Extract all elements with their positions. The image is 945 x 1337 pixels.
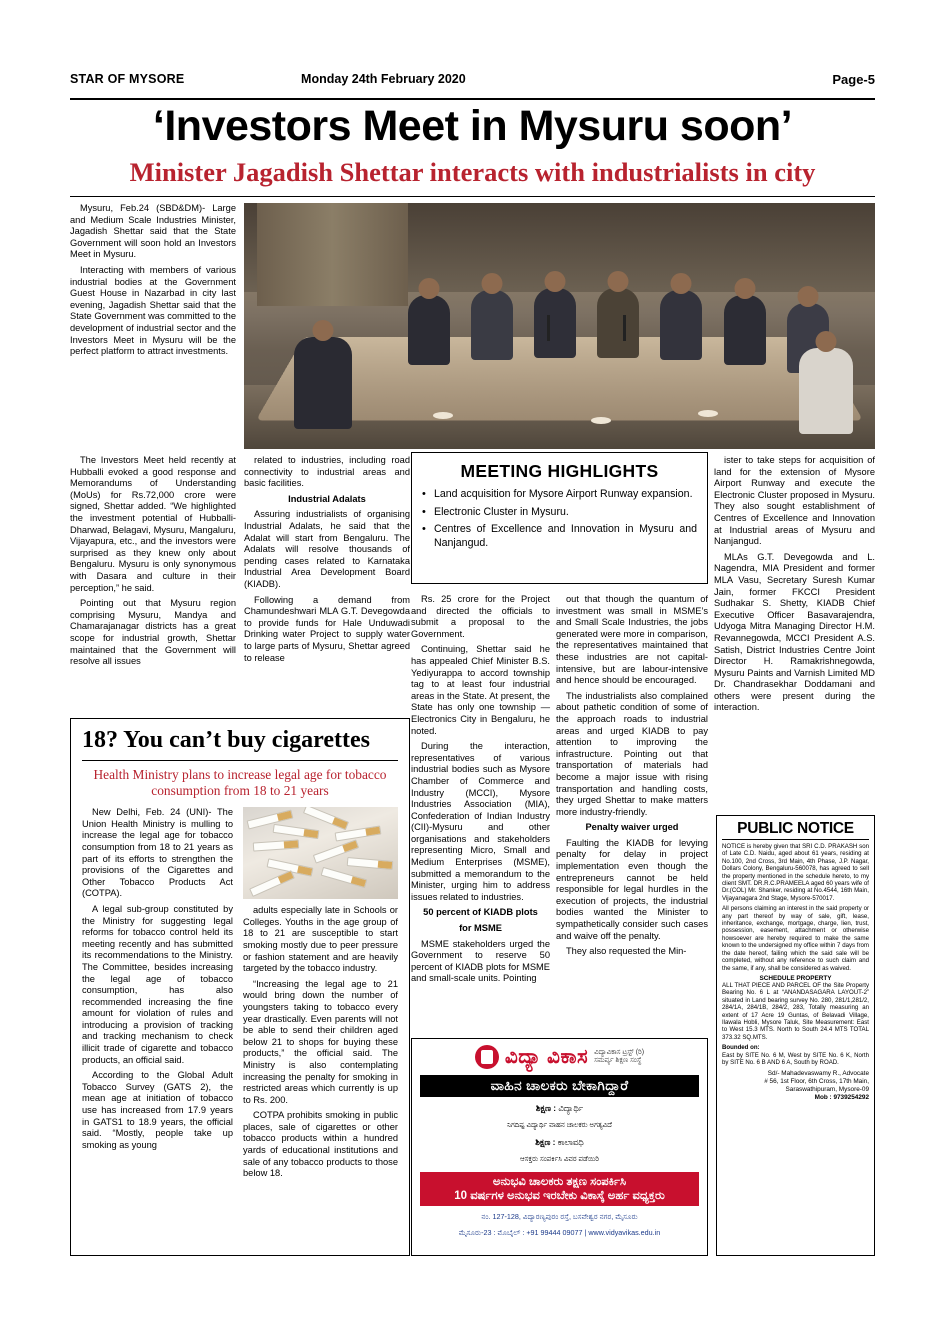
cigarette-icon — [347, 857, 394, 870]
public-notice-title: PUBLIC NOTICE — [722, 820, 869, 840]
lead-photo — [244, 203, 875, 449]
paragraph: Faulting the KIADB for levying penalty for delay in project implementation even though the entrepreneurs cannot be held responsible for legal hurdles in the execution of projects, the industrial bodies wanted the Minister to sympathetically consider such cases and waive off the penalty. — [556, 837, 708, 941]
cigarettes-divider — [82, 760, 398, 761]
paragraph: A legal sub-group constituted by the Ministry for suggesting legal reforms for tobacco control held its meeting recently and has submitted its recommendations to the Ministry. The Committee, besides increasing the legal age of tobacco consumption, has also recommended increasing the fine amount for violation of rules and introducing a provision of tracking and tracking mechanism to check illicit trade of cigarette and tobacco products, an official said. — [82, 903, 233, 1065]
article-column-1-top — [70, 203, 236, 358]
cigarettes-headline: 18? You can’t buy cigarettes — [82, 727, 370, 753]
advert-detail-line-2 — [420, 1137, 699, 1148]
paragraph: According to the Global Adult Tobacco Survey (GATS 2), the mean age at initiation of tobacco use has increased from 17.9 years in GATS1 to 18.9 years, the official said. “Mostly, people take up smoking as young — [82, 1070, 233, 1150]
cigarette-icon — [321, 867, 368, 888]
advert-line-2-label: ಶಿಕ್ಷಣ : — [535, 1137, 556, 1147]
masthead-paper-name: STAR OF MYSORE — [70, 72, 185, 86]
cigarettes-column-1 — [82, 807, 233, 1180]
paragraph: Assuring industrialists of organising Industrial Adalats, he said that the Adalat will start from Bengaluru. The Adalats will resolve thousands of pending cases related to Karnataka Industrial Area Development Board (KIADB). — [244, 509, 410, 589]
cigarette-icon — [249, 870, 295, 897]
article-column-1-bottom — [70, 455, 236, 668]
paragraph: New Delhi, Feb. 24 (UNI)- The Union Health Ministry is mulling to increase the legal age for tobacco consumption from 18 to 21 years as part of its efforts to strengthen the provisions of the Cigarettes and Other Tobacco Products Act (COTPA). — [82, 807, 233, 899]
subsection-heading: Penalty waiver urged — [585, 822, 679, 833]
article-column-5 — [714, 455, 875, 714]
photo-person — [597, 288, 639, 358]
page-headline: ‘Investors Meet in Mysuru soon’ — [152, 102, 793, 150]
photo-person — [471, 290, 513, 360]
paragraph: COTPA prohibits smoking in public places, sale of cigarettes or other tobacco products within a hundred yards of educational institutions and sale of any tobacco products to those below 18. — [243, 1110, 398, 1179]
masthead-page-number: Page-5 — [832, 72, 875, 87]
list-item — [422, 488, 697, 502]
paragraph: ister to take steps for acquisition of land for the extension of Mysore Airport Runway and execute the Electronic Cluster proposed in Mysuru. They also sought establishment of Centres of Excellence and Innovation at Industrial areas of Mysuru and Nanjangud. — [714, 455, 875, 547]
subsection-heading: Industrial Adalats — [288, 493, 366, 504]
subsection-heading: for MSME — [459, 923, 502, 934]
advert-banner-secondary — [420, 1172, 699, 1206]
photo-microphone — [547, 315, 550, 341]
advert-line-1-value: ವಿದ್ಯಾರ್ಥಿ — [558, 1103, 584, 1113]
advert-detail-line-1 — [420, 1103, 699, 1114]
cigarettes-subheadline: Health Ministry plans to increase legal age for tobacco consumption from 18 to 21 years — [93, 767, 387, 799]
list-item-label: Centres of Excellence and Innovation in Mysuru and Nanjangud. — [434, 523, 697, 549]
paragraph: out that though the quantum of investment was small in MSME’s and Small Scale Industries, the jobs generated were more in comparison, the representatives maintained that these industries are not capital-intensive, but are labour-intensive and hence should be encouraged. — [556, 594, 708, 686]
paragraph: During the interaction, representatives of various industrial bodies such as Mysore Chamber of Commerce and Industry (MCCI), Mysore Industries Association (MIA), Confederation of Indian Industry (CII)-Mysuru and other organisations and stakeholders representing Micro, Small and Medium Enterprises (MSME), submitted a memorandum to the Minister, urging him to address issues related to industries. — [411, 741, 550, 902]
photo-person — [660, 290, 702, 360]
paragraph: The Investors Meet held recently at Hubballi evoked a good response and Memorandums of Understanding (MoUs) for Rs.72,000 crore were signed, Shettar added. “We highlighted the investment potential of Hubballi-Dharwad, Belagavi, Mysuru, Mangaluru, Vijayapura, etc., and the investors were surprised as they knew only about Bengaluru. Mysuru is only synonymous with Dasara and culture in their perception,” he said. — [70, 455, 236, 593]
public-notice-box — [716, 815, 875, 1256]
public-notice-schedule-title: SCHEDULE PROPERTY — [759, 974, 832, 982]
bullet-icon: • — [422, 488, 426, 500]
public-notice-body-2: All persons claiming an interest in the said property or any part thereof by way of sale, gift, lease, inheritance, exchange, mortgage, charge, lien, trust, possession, easement, attachment or otherwise howsoever are hereby required to make the same known to the undersigned my office within 7 days from the date hereof, failing which the said sale will be completed, without any reference to such claim and the same, if any, shall be considered as waived. — [722, 905, 869, 972]
public-notice-signature-mobile: Mob : 9739254292 — [814, 1094, 869, 1102]
institution-logo-icon — [475, 1045, 499, 1069]
article-column-3 — [411, 594, 550, 985]
advert-detail-text-2: ಆಸಕ್ತರು ಸಂಪರ್ಕಿಸಿ ವಿವರ ಪಡೆಯಿರಿ — [520, 1156, 599, 1163]
cigarette-icon — [303, 807, 349, 830]
advert-subtitle-1: ವಿದ್ಯಾವಿಕಾಸ ಟ್ರಸ್ಟ್ (ರಿ) — [594, 1049, 645, 1056]
cigarettes-article-box — [70, 718, 410, 1256]
paragraph: Rs. 25 crore for the Project and directed the officials to submit a proposal to the Government. — [411, 594, 550, 639]
paragraph: “Increasing the legal age to 21 would bring down the number of youngsters taking to tobacco every year drastically. Even parents will not be able to send their children aged below 21 to shops for buying these products,” the official said. The Ministry is also contemplating increasing the penalty for smoking in restricted areas which currently is up to Rs. 200. — [243, 978, 398, 1105]
paragraph: Following a demand from Chamundeshwari MLA G.T. Devegowda to provide funds for Hale Unduwadi Drinking water Project to supply water to large parts of Mysuru, Shettar agreed to release — [244, 594, 410, 663]
advert-line-2-value: ಕಾಲಾವಧಿ — [557, 1137, 584, 1147]
public-notice-bounded-title: Bounded on: — [722, 1044, 760, 1052]
advert-subtitle-2: ಸಮರ್ಪ್ಯ ಶಿಕ್ಷಣ ಸಂಸ್ಥೆ — [594, 1057, 642, 1064]
photo-person-foreground — [294, 337, 352, 429]
photo-curtain — [257, 203, 408, 306]
paragraph: Pointing out that Mysuru region comprising Mysuru, Mandya and Chamarajanagar districts has a great scope for industrial growth, Shettar maintained that the Government will resolve all issues — [70, 598, 236, 667]
photo-person — [408, 295, 450, 365]
photo-person-foreground — [799, 348, 853, 434]
headline-divider — [70, 196, 875, 197]
page-subheadline: Minister Jagadish Shettar interacts with industrialists in city — [129, 157, 816, 187]
article-column-2 — [244, 455, 410, 664]
cigarettes-column-2 — [243, 807, 398, 1180]
advert-banner-secondary-line-2: 10 ವರ್ಷಗಳ ಅನುಭವ ಇರಬೇಕು ವಿಕಾಸ್ಕೆ ಅರ್ಹ ವಧ್ಯಕ್ತರು — [454, 1190, 665, 1202]
paragraph: Mysuru, Feb.24 (SBD&DM)- Large and Medium Scale Industries Minister, Jagadish Shettar said that the State Government will soon hold an Investors Meet in Mysuru. — [70, 203, 236, 260]
advert-banner-secondary-line-1: ಅನುಭವಿ ಚಾಲಕರು ತಕ್ಷಣ ಸಂಪರ್ಕಿಸಿ — [492, 1176, 627, 1188]
advert-title: ವಿದ್ಯಾ ವಿಕಾಸ — [504, 1045, 589, 1068]
public-notice-bounded: East by SITE No. 6 M, West by SITE No. 6 K, North by SITE No. 6 B AND 6 A, South by ROAD. — [722, 1051, 869, 1066]
cigarettes-columns — [82, 807, 398, 1180]
advert-line-1-label: ಶಿಕ್ಷಣ : — [535, 1103, 557, 1113]
meeting-highlights-box — [411, 452, 708, 584]
masthead-date: Monday 24th February 2020 — [301, 72, 466, 86]
paragraph: adults especially late in Schools or Colleges. Youths in the age group of 18 to 21 are susceptible to start smoking mostly due to peer pressure or fashion statement and are heavily targeted by the tobacco industry. — [243, 905, 398, 974]
paragraph: MLAs G.T. Devegowda and L. Nagendra, MIA President and former MLA Vasu, Secretary Suresh Kumar Jain, former FKCCI President Sudhakar S. Shetty, KIADB Chief Executive Officer Basavarajendra, Udyoga Mitra Managing Director H.M. Revannegowda, MCCI President A.S. Satish, District Industries Centre Joint Director H. Ramakrishnegowda, Mysuru Paints and Varnish Limited MD Dr. Chandrasekhar Doddamani and others were present during the interaction. — [714, 551, 875, 713]
article-column-4 — [556, 594, 708, 958]
list-item — [422, 506, 697, 520]
advert-banner-primary: ವಾಹಿನ ಚಾಲಕರು ಬೇಕಾಗಿದ್ದಾರೆ — [420, 1075, 699, 1097]
photo-person — [724, 295, 766, 365]
photo-microphone — [623, 315, 626, 341]
public-notice-body-1: NOTICE is hereby given that SRI C.D. PRAKASH son of Late C.D. Naidu, aged about 61 years, residing at No.100, 2nd Cross, 3rd Main, 4th Phase, J.P. Nagar, Dollars Colony, Bengaluru-560078, has agreed to sell the property mentioned in the schedule hereto, to my client SMT. DR.R.C.PRAMEELA aged 60 years wife of Dr.(COL) Mr. Shanker, residing at No.4544, 16th Main, Vijayanagara 2nd Stage, Mysore-570017. — [722, 843, 869, 902]
advert-detail-text-1: ನಿಗದಿಷ್ಟ ವಿದ್ಯಾರ್ಥಿ ವಾಹನ ಚಾಲಕರು ಅಗತ್ಯವಿದೆ — [507, 1122, 612, 1129]
meeting-highlights-list — [422, 488, 697, 550]
list-item-label: Electronic Cluster in Mysuru. — [434, 505, 569, 518]
public-notice-signature-address: # 56, 1st Floor, 6th Cross, 17th Main, Saraswathipuram, Mysore-09 — [764, 1078, 869, 1094]
paragraph: MSME stakeholders urged the Government to reserve 50 percent of KIADB plots for MSME and small-scale units. Pointing — [411, 938, 550, 984]
meeting-highlights-title: MEETING HIGHLIGHTS — [460, 461, 659, 481]
cigarettes-photo — [243, 807, 398, 899]
photo-person — [534, 288, 576, 358]
bullet-icon: • — [422, 523, 426, 536]
cigarette-icon — [253, 840, 300, 852]
paragraph: Interacting with members of various industrial bodies at the Government Guest House in Nazarbad in city last evening, Jagadish Shettar said that the State Government was committed to the development of industrial sector and the Investors Meet in Mysuru will be the perfect platform to attract investments. — [70, 264, 236, 357]
advert-address: ನಂ. 127-128, ವಿದ್ಯಾರಣ್ಯಪುರಂ ರಸ್ತೆ, ಬಸವೇಶ್ವರ ನಗರ, ಮೈಸೂರು — [481, 1212, 638, 1221]
paragraph: Continuing, Shettar said he has appealed Chief Minister B.S. Yediyurappa to accord township tag to at least four industrial areas in the State. At present, the State has only one township — Electronics City in Bengaluru, he noted. — [411, 644, 550, 736]
subsection-heading: 50 percent of KIADB plots — [423, 907, 538, 918]
public-notice-signature-name: Sd/- Mahadevaswamy R., Advocate — [767, 1070, 869, 1078]
list-item — [422, 523, 697, 550]
cigarette-icon — [273, 824, 320, 839]
advert-logo-row — [420, 1045, 699, 1069]
masthead — [70, 72, 875, 100]
paragraph: The industrialists also complained about pathetic condition of some of the approach roads to industrial areas and urged KIADB to pay attention to improving the infrastructure. Pointing out that transportation of materials had become a major issue with rising transportation and handling costs, they urged Shettar to make matters more industry-friendly. — [556, 690, 708, 817]
advert-contact[interactable]: ಮೈಸೂರು-23 : ಮೊಬೈಲ್ : +91 99444 09077 | www.vidyavikas.edu.in — [458, 1227, 661, 1237]
paragraph: They also requested the Min- — [566, 946, 687, 957]
advertisement-vidya-vikas[interactable] — [411, 1038, 708, 1256]
public-notice-schedule: ALL THAT PIECE AND PARCEL OF the Site Property Bearing No. 6 L at “ANANDASAGARA LAYOUT-2” situated in Land bearing survey No. 280, 281/1,281/2, 284/1A, 284/1B, 284/2, 283, Totally measuring an extent of 17 Acre 19 Guntas, of Belavadi Village, Ilawala Hobli, Mysore Taluk, Site Measurement: East to West 15.3 MTS. North to South 24.4 MTS TOTAL 373.32 SQ.MTS. — [722, 981, 869, 1041]
paragraph: related to industries, including road connectivity to industrial areas and basic facilities. — [244, 455, 410, 489]
bullet-icon: • — [422, 505, 426, 518]
list-item-label: Land acquisition for Mysore Airport Runway expansion. — [434, 488, 693, 500]
